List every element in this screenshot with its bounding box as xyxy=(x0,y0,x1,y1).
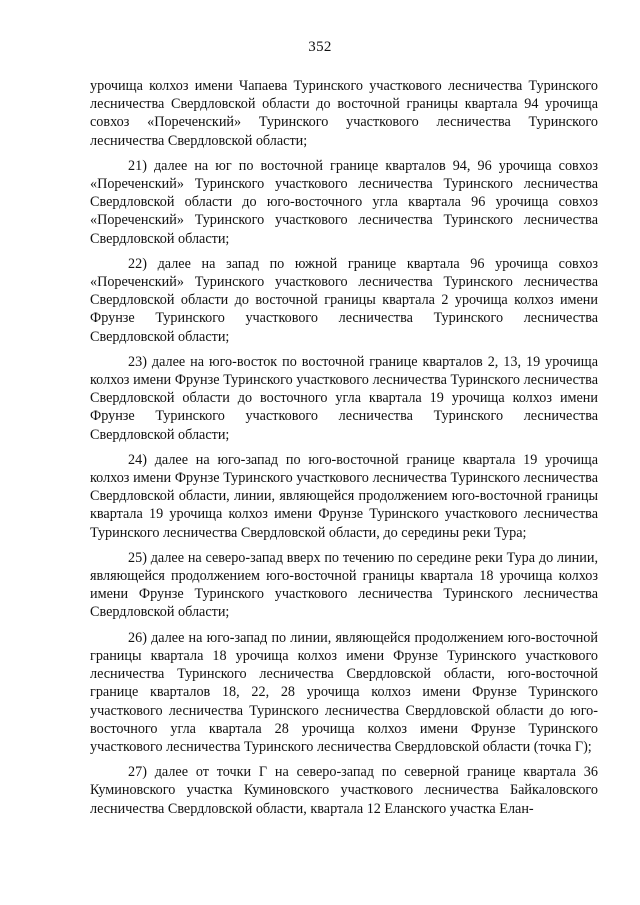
paragraph-continuation: урочища колхоз имени Чапаева Туринского участкового лесничества Туринского лесничества Свердловской области до восточной границы квартала 94 урочища совхоз «Пореченский» Туринского участкового лесничества Туринского лесничества Свердловской области; xyxy=(90,78,598,149)
paragraph-item-21: 21) далее на юг по восточной границе кварталов 94, 96 урочища совхоз «Пореченский» Туринского участкового лесничества Туринского лесничества Свердловской области до юго-восточного угла квартала 96 урочища совхоз «Пореченский» Туринского участкового лесничества Туринского лесничества Свердловской области; xyxy=(90,157,598,247)
paragraph-item-22: 22) далее на запад по южной границе квартала 96 урочища совхоз «Пореченский» Туринского участкового лесничества Туринского лесничества Свердловской области до восточной границы квартала 2 урочища колхоз имени Фрунзе Туринского участкового лесничества Туринского лесничества Свердловской области; xyxy=(90,255,598,345)
paragraph-item-27: 27) далее от точки Г на северо-запад по северной границе квартала 36 Куминовского участка Куминовского участкового лесничества Байкаловского лесничества Свердловской области, квартала 12 Еланского участка Елан- xyxy=(90,764,598,817)
paragraph-item-23: 23) далее на юго-восток по восточной границе кварталов 2, 13, 19 урочища колхоз имени Фрунзе Туринского участкового лесничества Туринского лесничества Свердловской области до восточного угла квартала 19 урочища колхоз имени Фрунзе Туринского участкового лесничества Туринского лесничества Свердловской области; xyxy=(90,353,598,443)
paragraph-item-24: 24) далее на юго-запад по юго-восточной границе квартала 19 урочища колхоз имени Фрунзе Туринского участкового лесничества Туринского лесничества Свердловской области, линии, являющейся продолжением юго-восточной границы квартала 19 урочища колхоз имени Фрунзе Туринского участкового лесничества Туринского лесничества Свердловской области, до середины реки Тура; xyxy=(90,451,598,541)
paragraph-item-25: 25) далее на северо-запад вверх по течению по середине реки Тура до линии, являющейся продолжением юго-восточной границы квартала 18 урочища колхоз имени Фрунзе Туринского участкового лесничества Туринского лесничества Свердловской области; xyxy=(90,549,598,621)
page-number: 352 xyxy=(308,39,332,55)
paragraph-item-26: 26) далее на юго-запад по линии, являющейся продолжением юго-восточной границы квартала 18 урочища колхоз имени Фрунзе Туринского участкового лесничества Туринского лесничества Свердловской области, юго-восточной границе кварталов 18, 22, 28 урочища колхоз имени Фрунзе Туринского участкового лесничества Туринского лесничества Свердловской области до юго-восточного угла квартала 28 урочища колхоз имени Фрунзе Туринского участкового лесничества Туринского лесничества Свердловской области (точка Г); xyxy=(90,629,598,755)
document-body xyxy=(90,77,598,825)
